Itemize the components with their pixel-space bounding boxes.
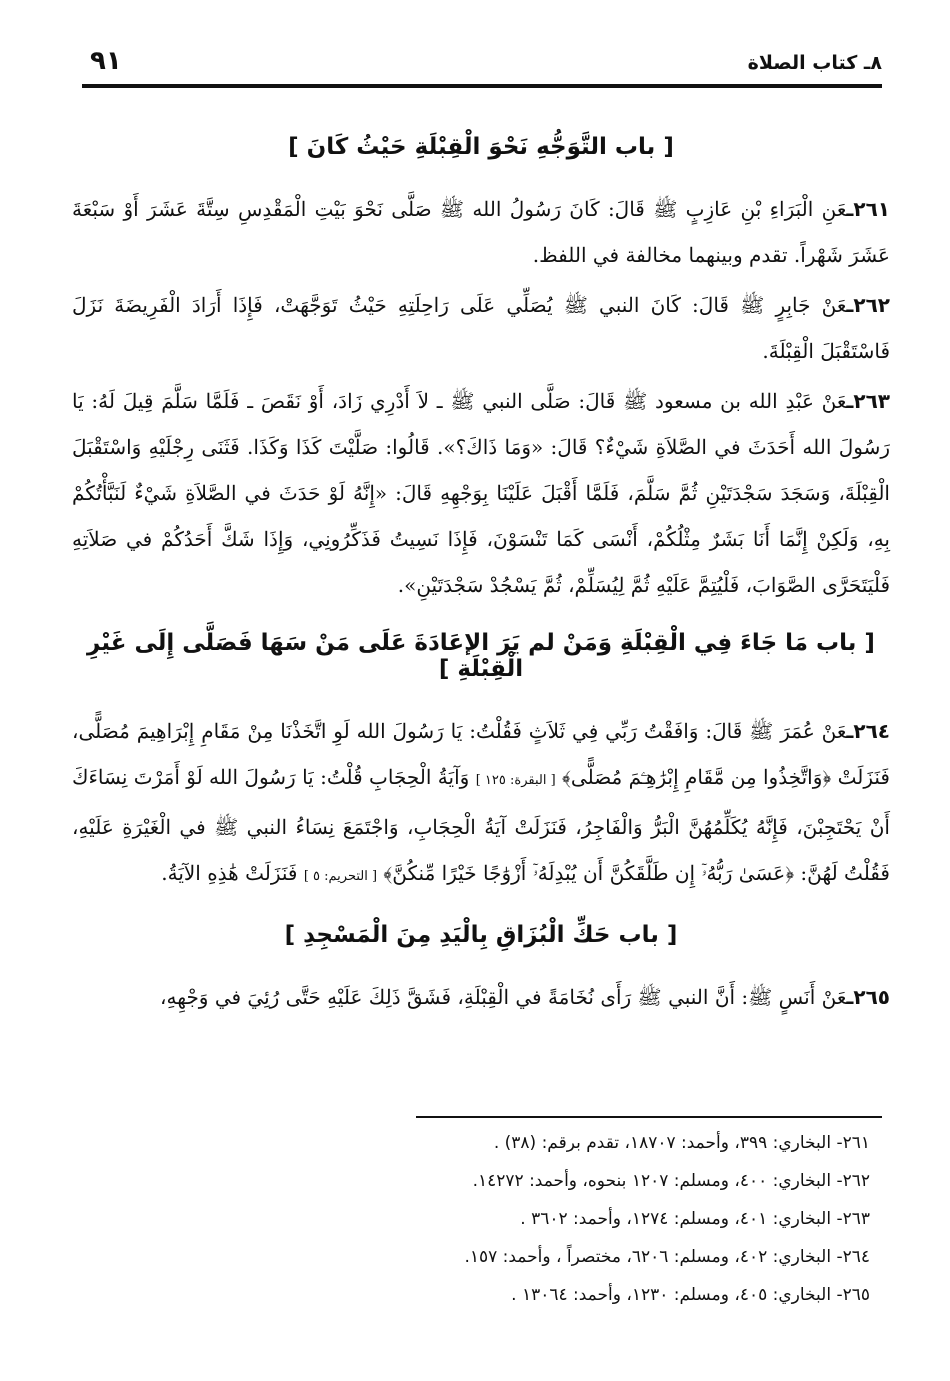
footnote: ٢٦٥- البخاري: ٤٠٥، ومسلم: ١٢٣٠، وأحمد: ١٣٠٦٤ .	[511, 1285, 870, 1305]
footnote: ٢٦٣- البخاري: ٤٠١، ومسلم: ١٢٧٤، وأحمد: ٣٦٠٢ .	[520, 1209, 870, 1229]
hadith-265	[72, 974, 890, 1020]
hadith-text: عَنْ عَبْدِ الله بن مسعود ﷺ قَالَ: صَلَّى النبي ﷺ ـ لاَ أَدْرِي زَادَ، أَوْ نَقَصَ ـ فَلَمَّا سَلَّمَ قِيلَ لَهُ: يَا رَسُولَ الله أَحَدَثَ في الصَّلاَةِ شَيْءٌ؟ قَالَ: «وَمَا ذَاكَ؟». قَالُوا: صَلَّيْتَ كَذَا وَكَذَا. فَثَنَى رِجْلَيْهِ وَاسْتَقْبَلَ الْقِبْلَةَ، وَسَجَدَ سَجْدَتَيْنِ ثُمَّ سَلَّمَ، فَلَمَّا أَقْبَلَ عَلَيْنَا بِوَجْهِهِ قَالَ: «إِنَّهُ لَوْ حَدَثَ في الصَّلاَةِ شَيْءٌ لَنَبَّأْتُكُمْ بِهِ، وَلَكِنْ إِنَّمَا أَنَا بَشَرٌ مِثْلُكُمْ، أَنْسَى كَمَا تَنْسَوْنَ، فَإِذَا نَسِيتُ فَذَكِّرُونِي، وَإِذَا شَكَّ أَحَدُكُمْ في صَلاَتِهِ فَلْيَتَحَرَّى الصَّوَابَ، فَلْيُتِمَّ عَلَيْهِ ثُمَّ لِيُسَلِّمْ، ثُمَّ يَسْجُدْ سَجْدَتَيْنِ».	[72, 389, 890, 597]
hadith-text: عَنِ الْبَرَاءِ بْنِ عَازِبٍ ﷺ قَالَ: كَانَ رَسُولُ الله ﷺ صَلَّى نَحْوَ بَيْتِ الْمَقْدِسِ سِتَّةَ عَشَرَ أَوْ سَبْعَةَ عَشَرَ شَهْراً. تقدم وبينهما مخالفة في اللفظ.	[72, 197, 890, 267]
hadith-number: ٢٦٣ـ	[846, 389, 890, 413]
hadith-number: ٢٦٢ـ	[846, 293, 890, 317]
footnote-rule	[416, 1116, 882, 1118]
hadith-text: فَنَزَلَتْ هَٰذِهِ الآيَةُ.	[161, 861, 298, 885]
page-body	[72, 120, 890, 1024]
hadith-number: ٢٦٤ـ	[846, 719, 890, 743]
footnote: ٢٦٢- البخاري: ٤٠٠، ومسلم: ١٢٠٧ بنحوه، وأحمد: ١٤٢٧٢.	[472, 1171, 870, 1191]
section-heading: [ باب التَّوَجُّهِ نَحْوَ الْقِبْلَةِ حَيْثُ كَانَ ]	[288, 134, 674, 160]
header-rule	[82, 84, 882, 88]
footnotes	[270, 1124, 870, 1314]
hadith-text: عَنْ أَنَسٍ ﷺ: أَنَّ النبي ﷺ رَأَى نُخَامَةً في الْقِبْلَةِ، فَشَقَّ ذَلِكَ عَلَيْهِ حَتَّى رُئِيَ في وَجْهِهِ،	[160, 985, 847, 1009]
quran-reference: [ التحريم: ٥ ]	[303, 869, 378, 884]
section-heading: [ باب مَا جَاءَ فِي الْقِبْلَةِ وَمَنْ لم يَرَ الإعَادَةَ عَلَى مَنْ سَهَا فَصَلَّى إِلَى غَيْرِ الْقِبْلَةِ ]	[87, 630, 875, 682]
footnote: ٢٦٤- البخاري: ٤٠٢، ومسلم: ٦٢٠٦، مختصراً ، وأحمد: ١٥٧.	[464, 1247, 870, 1267]
page-number: ٩١	[90, 46, 122, 76]
hadith-number: ٢٦١ـ	[846, 197, 890, 221]
hadith-text: وَآيَةُ الْحِجَابِ قُلْتُ: يَا رَسُولَ الله لَوْ أَمَرْتَ نِسَاءَكَ أَنْ يَحْتَجِبْنَ، فَإِنَّهُ يُكَلِّمُهُنَّ الْبَرُّ وَالْفَاجِرُ، فَنَزَلَتْ آيَةُ الْحِجَابِ، وَاجْتَمَعَ نِسَاءُ النبي ﷺ في الْغَيْرَةِ عَلَيْهِ، فَقُلْتُ لَهُنَّ: ﴿عَسَىٰ رَبُّهُۥٓ إِن طَلَّقَكُنَّ أَن يُبْدِلَهُۥٓ أَزْوَٰجًا خَيْرًا مِّنكُنَّ﴾	[72, 765, 890, 885]
hadith-number: ٢٦٥ـ	[846, 985, 890, 1009]
hadith-262	[72, 282, 890, 374]
chapter-title: ٨ـ كتاب الصلاة	[747, 52, 882, 74]
hadith-263	[72, 378, 890, 608]
hadith-261	[72, 186, 890, 278]
hadith-264	[72, 708, 890, 900]
hadith-text: عَنْ عُمَرَ ﷺ قَالَ: وَافَقْتُ رَبِّي فِي ثَلاَثٍ فَقُلْتُ: يَا رَسُولَ الله لَوِ اتَّخَذْنَا مِنْ مَقَامِ إِبْرَاهِيمَ مُصَلًّى، فَنَزَلَتْ ﴿وَاتَّخِذُوا مِن مَّقَامِ إِبْرَٰهِـۧمَ مُصَلًّى﴾	[72, 719, 890, 789]
page-header	[82, 44, 882, 84]
hadith-text: عَنْ جَابِرٍ ﷺ قَالَ: كَانَ النبي ﷺ يُصَلِّي عَلَى رَاحِلَتِهِ حَيْثُ تَوَجَّهَتْ، فَإِذَا أَرَادَ الْفَرِيضَةَ نَزَلَ فَاسْتَقْبَلَ الْقِبْلَةَ.	[72, 293, 890, 363]
footnote: ٢٦١- البخاري: ٣٩٩، وأحمد: ١٨٧٠٧، تقدم برقم: (٣٨) .	[493, 1133, 870, 1153]
quran-reference: [ البقرة: ١٢٥ ]	[475, 773, 556, 788]
section-heading: [ باب حَكِّ الْبُزَاقِ بِالْيَدِ مِنَ الْمَسْجِدِ ]	[284, 922, 678, 948]
